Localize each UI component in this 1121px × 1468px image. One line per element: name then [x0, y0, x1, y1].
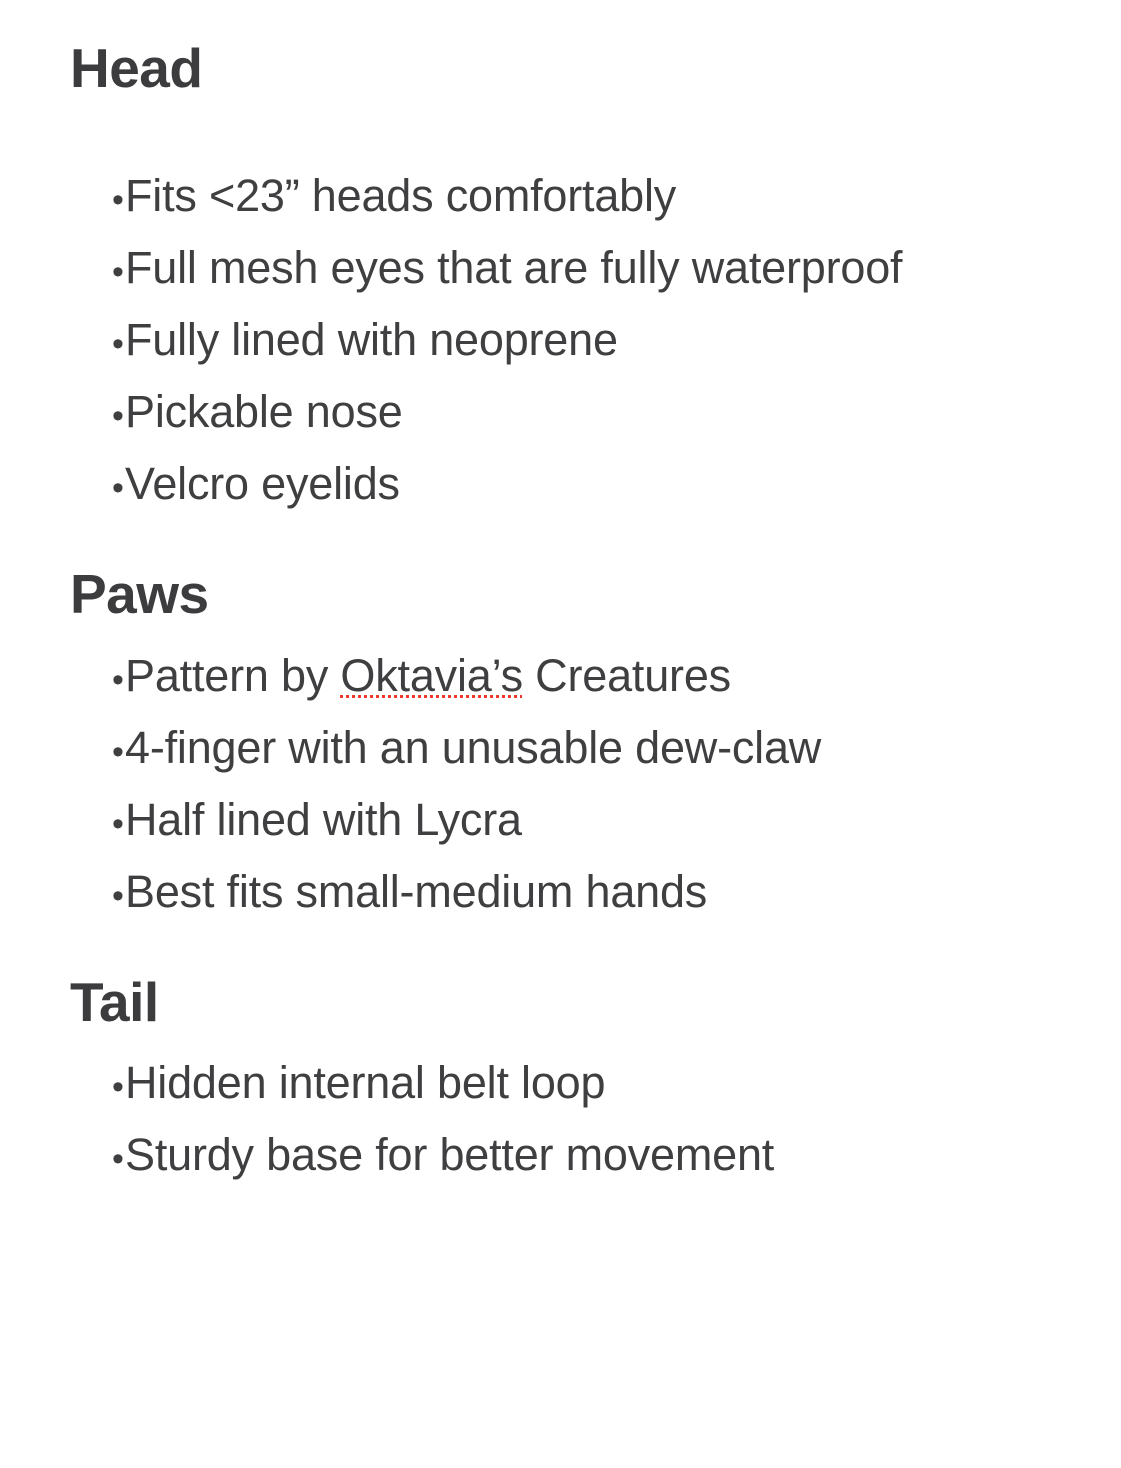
list-item-text: Fits <23” heads comfortably [125, 169, 677, 221]
bullet-dot-icon: • [112, 876, 124, 915]
list-item [70, 712, 1081, 784]
list-item-text: Velcro eyelids [125, 457, 400, 509]
bullet-dot-icon: • [112, 804, 124, 843]
list-item [70, 304, 1081, 376]
list-item-text: Best fits small-medium hands [125, 865, 708, 917]
list-item [70, 232, 1081, 304]
list-item-text: Hidden internal belt loop [125, 1057, 606, 1109]
section-heading-paws: Paws [70, 562, 209, 625]
list-item-text: Half lined with Lycra [125, 793, 522, 845]
section-heading-tail: Tail [70, 970, 159, 1033]
list-item [70, 784, 1081, 856]
list-item [70, 1119, 1081, 1191]
list-item-text: Sturdy base for better movement [125, 1129, 775, 1181]
list-item-text: Full mesh eyes that are fully waterproof [125, 241, 903, 293]
bullet-dot-icon: • [112, 396, 124, 435]
list-item [70, 448, 1081, 520]
list-item-text: Pickable nose [125, 385, 403, 437]
bullet-list-head [70, 160, 1081, 520]
section-paws [70, 562, 1081, 928]
list-item-text-spellchecked: Pattern by Oktavia’s Creatures [125, 649, 731, 701]
bullet-list-tail [70, 1047, 1081, 1191]
list-item-text: 4-finger with an unusable dew-claw [125, 721, 822, 773]
section-tail [70, 970, 1081, 1192]
bullet-dot-icon: • [112, 660, 124, 699]
list-item [70, 856, 1081, 928]
list-item [70, 640, 1081, 712]
bullet-dot-icon: • [112, 1068, 124, 1107]
spellcheck-misspelled-word[interactable]: Oktavia’s [340, 649, 523, 701]
bullet-list-paws [70, 640, 1081, 928]
bullet-dot-icon: • [112, 732, 124, 771]
section-head [70, 37, 1081, 520]
bullet-dot-icon: • [112, 180, 124, 219]
bullet-dot-icon: • [112, 324, 124, 363]
list-item [70, 1047, 1081, 1119]
bullet-dot-icon: • [112, 252, 124, 291]
list-item [70, 160, 1081, 232]
section-heading-head: Head [70, 37, 203, 99]
list-item [70, 376, 1081, 448]
bullet-dot-icon: • [112, 1140, 124, 1179]
list-item-text: Fully lined with neoprene [125, 313, 618, 365]
bullet-dot-icon: • [112, 468, 124, 507]
